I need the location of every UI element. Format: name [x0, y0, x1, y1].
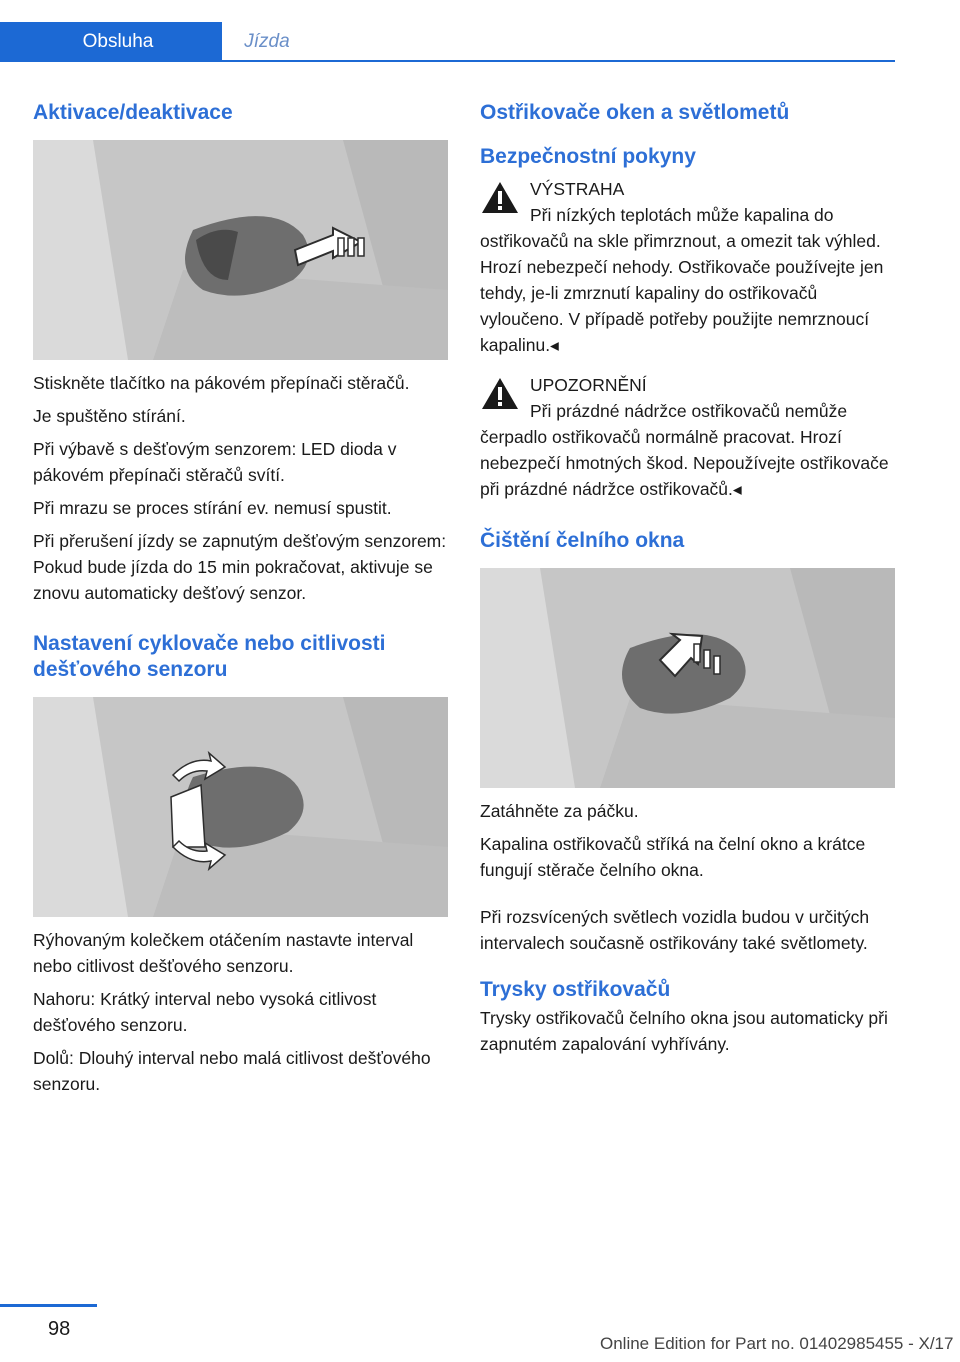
paragraph: Je spuštěno stírání.	[33, 406, 186, 426]
paragraph: Při přerušení jízdy se zapnutým dešťovým senzorem: Pokud bude jízda do 15 min pokračovat, aktivuje se znovu automaticky dešťový senzor.	[33, 531, 447, 603]
paragraph: Při mrazu se proces stírání ev. nemusí spustit.	[33, 498, 392, 518]
warning-text: Při nízkých teplotách může kapalina do ostřikovačů na skle přimrznout, a omezit tak výhled. Hrozí nebezpečí nehody. Ostřikovače používejte jen tehdy, je-li zmrznutí kapaliny do ostřikovačů vyloučeno. V případě potřeby použijte nemrznoucí kapalinu.◂	[480, 205, 884, 355]
page-number: 98	[48, 1318, 71, 1340]
tab-divider	[0, 60, 895, 62]
paragraph: Trysky ostřikovačů čelního okna jsou automaticky při zapnutém zapalování vyhřívány.	[480, 1008, 888, 1054]
footer-rule	[0, 1304, 97, 1307]
paragraph: Zatáhněte za páčku.	[480, 801, 639, 821]
online-edition-note: Online Edition for Part no. 01402985455 - X/17	[600, 1334, 954, 1353]
tab-bar	[0, 22, 895, 62]
paragraph: Při výbavě s dešťovým senzorem: LED dioda v pákovém přepínači stěračů svítí.	[33, 439, 397, 485]
notice-block	[480, 372, 895, 502]
notice-text: Při prázdné nádržce ostřikovačů nemůže čerpadlo ostřikovačů normálně pracovat. Hrozí nebezpečí hmotných škod. Nepoužívejte ostřikovače při prázdné nádržce ostřikovačů.◂	[480, 401, 889, 499]
heading-activation: Aktivace/deaktivace	[33, 101, 233, 124]
paragraph: Stiskněte tlačítko na pákovém přepínači stěračů.	[33, 373, 410, 393]
figure-pull-stalk	[480, 568, 895, 788]
heading-washers: Ostřikovače oken a světlometů	[480, 101, 790, 124]
heading-windscreen-cleaning: Čištění čelního okna	[480, 529, 685, 552]
tab-obsluha[interactable]: Obsluha	[0, 22, 222, 62]
right-column	[480, 100, 895, 1064]
tab-jizda[interactable]: Jízda	[244, 31, 290, 52]
left-column	[33, 100, 448, 1104]
paragraph: Rýhovaným kolečkem otáčením nastavte interval nebo citlivost dešťového senzoru.	[33, 930, 414, 976]
notice-label: UPOZORNĚNÍ	[530, 375, 647, 395]
heading-interval-setting: Nastavení cyklovače nebo citlivosti dešťového senzoru	[33, 632, 386, 681]
figure-knurled-wheel	[33, 697, 448, 917]
paragraph: Dolů: Dlouhý interval nebo malá citlivost dešťového senzoru.	[33, 1048, 431, 1094]
paragraph: Kapalina ostřikovačů stříká na čelní okno a krátce fungují stěrače čelního okna.	[480, 834, 866, 880]
warning-block	[480, 176, 895, 358]
paragraph: Nahoru: Krátký interval nebo vysoká citlivost dešťového senzoru.	[33, 989, 377, 1035]
figure-wiper-stalk-button	[33, 140, 448, 360]
warning-triangle-icon	[480, 180, 520, 216]
heading-nozzles: Trysky ostřikovačů	[480, 978, 671, 1001]
paragraph: Při rozsvícených světlech vozidla budou v určitých intervalech současně ostřikovány také světlomety.	[480, 907, 870, 953]
heading-safety: Bezpečnostní pokyny	[480, 145, 696, 168]
warning-label: VÝSTRAHA	[530, 179, 625, 199]
warning-triangle-icon	[480, 376, 520, 412]
